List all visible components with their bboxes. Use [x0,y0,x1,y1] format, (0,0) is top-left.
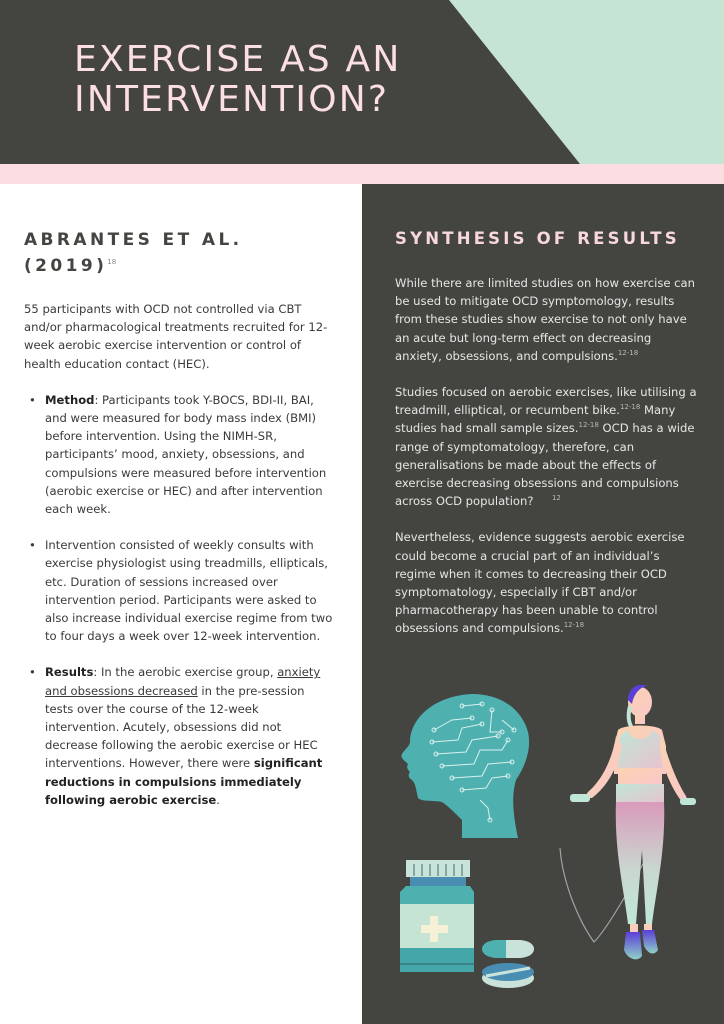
bullet-method [45,391,334,518]
pills-icon [482,940,534,988]
underlined-finding: anxiety and obsessions decreased [45,665,321,698]
study-column [0,184,362,1024]
bullet-text: . [216,792,220,807]
header-banner [0,0,724,164]
medicine-bottle-icon [400,860,474,972]
study-intro: 55 participants with OCD not controlled via CBT and/or pharmacological treatments recruited for 12-week aerobic exercise intervention or control of health education contact (HEC). [24,302,328,371]
paragraph-text: Studies focused on aerobic exercises, like utilising a treadmill, elliptical, or recumbent bike. [395,385,697,418]
bullet-text: : Participants took Y-BOCS, BDI-II, BAI, and were measured for body mass index (BMI) before intervention. Using the NIMH-SR, participants’ mood, anxiety, obsessions, and compulsions were measured before intervention (aerobic exercise or HEC) and after intervention each week. [45,392,327,517]
synthesis-paragraph [395,528,700,637]
synthesis-paragraph [395,274,700,365]
study-heading [24,227,324,279]
title-line-1: EXERCISE AS AN [74,39,402,80]
bullet-text: : In the aerobic exercise group, [93,665,278,680]
bullet-label: Results [45,665,94,680]
paragraph-text: Many studies had small sample sizes. [395,403,676,436]
illustrations [362,680,724,1024]
bullet-label: Method [45,392,95,407]
study-heading-year: (2019) [24,256,108,276]
pink-divider-band [0,164,724,184]
page-title [74,40,474,120]
bullet-text: in the pre-session tests over the course of the 12-week intervention. Acutely, obsessions did not decrease following the aerobic exercise or HEC interventions. However, there were [45,683,318,771]
synthesis-body [395,274,700,656]
title-line-2: INTERVENTION? [74,79,390,120]
study-body [24,300,334,827]
woman-jump-rope-icon [560,685,696,960]
synthesis-column [362,184,724,1024]
synthesis-paragraph [395,383,700,510]
synthesis-heading: SYNTHESIS OF RESULTS [395,229,680,248]
reference-superscript: 12-18 [563,621,585,630]
bullet-intervention [45,536,334,645]
paragraph-text: OCD has a wide range of symptomatology, therefore, can generalisations be made about the effects of exercise decreasing obsessions and compulsions across OCD population? [395,421,695,509]
bold-finding: significant reductions in compulsions immediately following aerobic exercise [45,756,323,807]
reference-superscript: 12-18 [619,403,641,412]
brain-circuit-head-icon [401,694,529,838]
study-bullet-list [24,391,334,809]
reference-superscript: 12-18 [617,348,639,357]
reference-superscript: 12 [551,494,561,503]
bullet-results [45,663,334,809]
paragraph-text: While there are limited studies on how exercise can be used to mitigate OCD symptomology, results from these studies show exercise to not only have an acute but long-term effect on decreasing anxiety, obsessions, and compulsions. [395,276,696,363]
reference-superscript: 12-18 [578,421,599,430]
bullet-text: Intervention consisted of weekly consults with exercise physiologist using treadmills, ellipticals, etc. Duration of sessions increased over intervention period. Participants were asked to also increase individual exercise regime from two to four days a week over 12-week intervention. [45,538,333,644]
paragraph-text: Nevertheless, evidence suggests aerobic exercise could become a crucial part of an individual’s regime when it comes to decreasing their OCD symptomatology, especially if CBT and/or pharmacotherapy has been unable to control obsessions and compulsions. [395,530,685,636]
reference-superscript: 18 [107,258,117,266]
study-heading-authors: ABRANTES ET AL. [24,230,243,250]
